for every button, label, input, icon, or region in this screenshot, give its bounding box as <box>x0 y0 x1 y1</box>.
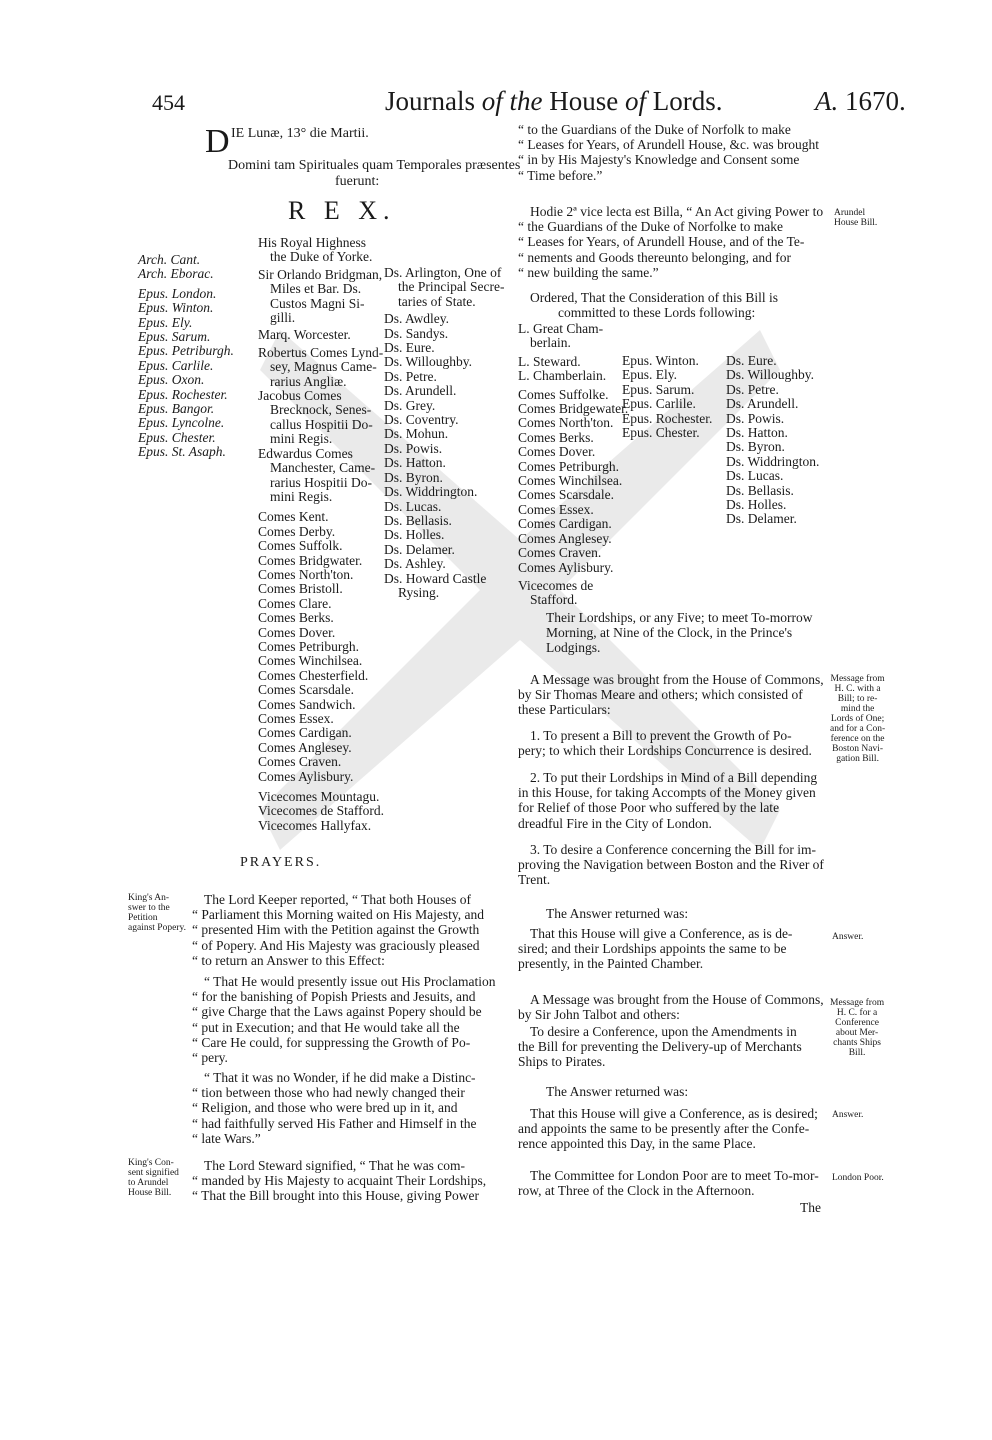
officer-line: mini Regis. <box>270 431 333 447</box>
text-line: “ nements and Goods thereunto belonging, and for <box>518 249 791 265</box>
text-line: proving the Navigation between Boston and the River of <box>518 857 824 873</box>
earl-item: Comes Anglesey. <box>258 739 352 755</box>
earl-item: Comes Kent. <box>258 509 329 525</box>
bishop-item: Epus. Sarum. <box>138 329 211 345</box>
text-line: That this House will give a Conference, as is desired; <box>530 1106 818 1121</box>
margin-line: swer to the <box>128 903 170 913</box>
committee-item: Ds. Powis. <box>726 410 785 426</box>
committee-item: Ds. Arundell. <box>726 396 799 412</box>
committee-item: Comes Petriburgh. <box>518 458 619 474</box>
committee-item: Ds. Lucas. <box>726 468 784 484</box>
officer-line: gilli. <box>270 310 296 326</box>
text-line: Ships to Pirates. <box>518 1054 606 1070</box>
text-line: 2. To put their Lordships in Mind of a Bill depending <box>530 770 818 785</box>
barons-list <box>384 266 504 600</box>
earl-item: Comes Aylisbury. <box>258 768 354 784</box>
baron-item: Ds. Eure. <box>384 340 435 356</box>
text-line: in this House, for taking Accompts of the Money given <box>518 785 816 801</box>
text-line: by Sir Thomas Meare and others; which consisted of <box>518 687 803 703</box>
margin-line: Boston Navi- <box>832 744 884 754</box>
bishop-item: Epus. Chester. <box>138 429 216 445</box>
baron-item: Ds. Hatton. <box>384 455 446 471</box>
margin-line: Lords of One; <box>830 714 885 724</box>
baron-item: Ds. Arlington, One of <box>384 265 502 280</box>
bishop-item: Epus. Oxon. <box>138 372 205 388</box>
paragraph-distinction <box>192 1070 504 1146</box>
margin-line: House Bill. <box>834 218 878 228</box>
baron-item: Rysing. <box>398 584 440 600</box>
committee-item: Epus. Sarum. <box>622 381 695 397</box>
committee-item: Epus. Rochester. <box>622 410 713 426</box>
answer-heading-1: The Answer returned was: <box>546 906 689 921</box>
committee-item: Ds. Eure. <box>726 353 777 368</box>
paragraph-message-1-item-3 <box>518 842 830 888</box>
baron-item: Ds. Grey. <box>384 397 436 413</box>
text-line: That this House will give a Conference, as is de- <box>530 926 793 941</box>
session-dateline: IE Lunæ, 13° die Martii. <box>231 126 369 141</box>
baron-item: Ds. Ashley. <box>384 556 446 572</box>
text-line: Ordered, That the Consideration of this Bill is <box>530 290 778 305</box>
officer-line: rarius Hospitii Do- <box>270 474 372 490</box>
text-line: “ late Wars.” <box>192 1130 261 1146</box>
margin-line: against Popery. <box>128 923 186 933</box>
bishop-item: Epus. St. Asaph. <box>138 444 226 460</box>
paragraph-lord-steward <box>192 1158 504 1204</box>
committee-item: Comes Winchilsea. <box>518 473 623 489</box>
officer-line: Custos Magni Si- <box>270 295 365 311</box>
margin-line: H. C. with a <box>834 684 881 694</box>
margin-line: mind the <box>840 704 875 714</box>
officer-line: His Royal Highness <box>258 235 366 250</box>
margin-line: about Mer- <box>835 1028 879 1038</box>
committee-item: Comes Scarsdale. <box>518 487 614 503</box>
margin-note-kings-answer <box>128 893 186 933</box>
margin-note-message-1 <box>830 674 885 764</box>
earl-item: Comes Dover. <box>258 624 336 640</box>
text-line: The Lord Steward signified, “ That he was com- <box>204 1158 466 1173</box>
bishop-item: Epus. London. <box>138 285 217 301</box>
bishop-item: Arch. Cant. <box>138 252 201 267</box>
text-line: and appoints the same to be presently after the Confe- <box>518 1121 810 1137</box>
text-line: “ had faithfully served His Father and Himself in the <box>192 1115 477 1131</box>
viscount-item: Vicecomes Mountagu. <box>258 789 380 805</box>
earl-item: Comes Craven. <box>258 754 342 770</box>
margin-line: King's An- <box>128 893 170 903</box>
baron-item: Ds. Arundell. <box>384 383 457 399</box>
baron-item: Ds. Petre. <box>384 368 437 384</box>
text-line: “ Care He could, for suppressing the Growth of Po- <box>192 1034 471 1050</box>
margin-line: Bill; to re- <box>837 694 878 704</box>
officer-line: rarius Angliæ. <box>270 373 347 389</box>
bishop-item: Epus. Carlile. <box>138 357 214 373</box>
committee-item: Ds. Petre. <box>726 381 779 397</box>
text-line: “ Time before.” <box>518 167 603 183</box>
viscount-item: Vicecomes Hallyfax. <box>258 817 372 833</box>
margin-line: sent signified <box>128 1168 179 1178</box>
committee-item: Comes Berks. <box>518 429 594 445</box>
text-line: 1. To present a Bill to prevent the Growth of Po- <box>530 728 792 743</box>
text-line: “ tion between those who had newly changed their <box>192 1085 465 1101</box>
margin-line: to Arundel <box>128 1178 169 1188</box>
text-line: “ in by His Majesty's Knowledge and Consent some <box>518 152 800 168</box>
officer-line: Edwardus Comes <box>258 445 353 461</box>
bishop-item: Epus. Ely. <box>138 314 193 330</box>
earl-item: Comes Bristoll. <box>258 581 343 597</box>
committee-item: Vicecomes de <box>518 577 594 593</box>
earl-item: Comes Suffolk. <box>258 538 343 554</box>
committee-item: Comes North'ton. <box>518 415 614 431</box>
margin-line: Bill. <box>848 1048 866 1058</box>
margin-line: and for a Con- <box>830 724 886 734</box>
title-of-2: of <box>625 86 647 116</box>
bishop-item: Epus. Lyncolne. <box>138 415 225 431</box>
paragraph-quorum <box>546 610 830 656</box>
text-line: A Message was brought from the House of Commons, <box>530 992 824 1007</box>
paragraph-answer-2 <box>518 1106 830 1152</box>
committee-item: Comes Anglesey. <box>518 530 612 546</box>
page-number: 454 <box>152 90 185 115</box>
text-line: “ Religion, and those who were bred up in it, and <box>192 1100 458 1116</box>
text-line: The Lord Keeper reported, “ That both Houses of <box>204 892 472 907</box>
text-line: “ new building the same.” <box>518 264 659 280</box>
committee-item: berlain. <box>530 335 571 351</box>
margin-line: Message from <box>830 674 885 684</box>
year-value: 1670. <box>845 86 906 116</box>
baron-item: Ds. Lucas. <box>384 498 442 514</box>
running-title <box>385 86 723 117</box>
earl-item: Comes Sandwich. <box>258 696 356 712</box>
paragraph-message-1 <box>518 672 830 718</box>
earl-item: Comes Essex. <box>258 711 334 726</box>
prayers-heading: PRAYERS. <box>240 855 322 870</box>
committee-item: Comes Cardigan. <box>518 516 612 532</box>
earl-item: Comes North'ton. <box>258 566 354 582</box>
committee-item: Comes Essex. <box>518 501 594 517</box>
committee-list-barons <box>726 354 819 527</box>
baron-item: Ds. Willoughby. <box>384 354 472 370</box>
earl-item: Comes Winchilsea. <box>258 653 363 669</box>
committee-item: Ds. Hatton. <box>726 425 788 441</box>
catchword: The <box>800 1200 821 1215</box>
text-line: To desire a Conference, upon the Amendments in <box>530 1024 797 1039</box>
paragraph-message-2-request <box>518 1024 830 1070</box>
margin-note-message-2 <box>830 998 884 1058</box>
text-line: “ to return an Answer to this Effect: <box>192 952 385 968</box>
text-line: presently, in the Painted Chamber. <box>518 956 704 972</box>
bishop-item: Epus. Petriburgh. <box>138 343 234 359</box>
committee-item: Ds. Holles. <box>726 497 787 513</box>
title-lords: Lords. <box>652 86 723 116</box>
officer-line: callus Hospitii Do- <box>270 416 373 432</box>
committee-item: L. Great Cham- <box>518 321 604 336</box>
title-of-1: of <box>481 86 503 116</box>
officer-line: the Duke of Yorke. <box>270 249 373 265</box>
present-line-1: Domini tam Spirituales quam Temporales præsentes <box>228 158 521 173</box>
answer-heading-2: The Answer returned was: <box>546 1084 689 1099</box>
text-line: “ That it was no Wonder, if he did make a Distinc- <box>204 1070 476 1085</box>
committee-item: L. Steward. <box>518 353 581 369</box>
margin-line: King's Con- <box>128 1158 174 1168</box>
text-line: dreadful Fire in the City of London. <box>518 815 712 831</box>
margin-line: Message from <box>830 998 885 1008</box>
text-line: “ presented Him with the Petition against the Growth <box>192 922 480 938</box>
committee-item: Comes Dover. <box>518 444 596 460</box>
present-line-2: fuerunt: <box>335 174 380 189</box>
text-line: committed to these Lords following: <box>558 305 756 321</box>
bishop-item: Arch. Eborac. <box>138 266 214 282</box>
year-a: A. <box>815 86 839 116</box>
baron-item: Ds. Byron. <box>384 469 443 485</box>
committee-list-temporal <box>518 322 628 608</box>
rex-heading: R E X. <box>288 196 396 225</box>
earl-item: Comes Clare. <box>258 595 332 611</box>
committee-item: Epus. Ely. <box>622 367 677 383</box>
text-line: The Committee for London Poor are to meet To-mor- <box>530 1168 819 1183</box>
text-line: Their Lordships, or any Five; to meet To-morrow <box>546 610 813 625</box>
committee-item: Epus. Chester. <box>622 425 700 441</box>
paragraph-message-1-item-1 <box>518 728 830 758</box>
paragraph-proclamation <box>192 974 504 1065</box>
text-line: for Relief of those Poor who suffered by the late <box>518 800 780 816</box>
earl-item: Comes Berks. <box>258 610 334 626</box>
margin-line: Petition <box>128 913 158 923</box>
baron-item: Ds. Powis. <box>384 440 443 456</box>
text-line: Lodgings. <box>546 640 601 656</box>
year-label <box>815 86 906 117</box>
margin-note-answer-2: Answer. <box>832 1110 864 1120</box>
committee-item: Ds. Widdrington. <box>726 453 820 469</box>
title-journals: Journals <box>385 86 475 116</box>
bishops-list <box>138 253 234 460</box>
text-line: “ put in Execution; and that He would take all the <box>192 1019 460 1035</box>
title-the: the <box>509 86 543 116</box>
baron-item: Ds. Sandys. <box>384 325 449 341</box>
committee-item: L. Chamberlain. <box>518 368 607 384</box>
committee-item: Epus. Winton. <box>622 353 699 368</box>
baron-item: Ds. Awdley. <box>384 311 450 327</box>
committee-item: Comes Suffolke. <box>518 386 609 402</box>
margin-line: Arundel <box>834 208 866 218</box>
text-line: row, at Three of the Clock in the Afternoon. <box>518 1183 755 1199</box>
text-line: A Message was brought from the House of Commons, <box>530 672 824 687</box>
earl-item: Comes Bridgwater. <box>258 552 363 568</box>
text-line: “ Parliament this Morning waited on His Majesty, and <box>192 907 484 923</box>
committee-item: Stafford. <box>530 592 578 608</box>
margin-note-london-poor: London Poor. <box>832 1173 884 1183</box>
paragraph-message-1-item-2 <box>518 770 830 831</box>
text-line: Trent. <box>518 872 551 888</box>
committee-item: Ds. Delamer. <box>726 511 797 527</box>
baron-item: Ds. Widdrington. <box>384 484 478 500</box>
text-line: “ for the banishing of Popish Priests and Jesuits, and <box>192 989 476 1005</box>
margin-line: chants Ships <box>833 1038 881 1048</box>
viscount-item: Vicecomes de Stafford. <box>258 803 385 819</box>
committee-item: Comes Bridgewater. <box>518 401 629 417</box>
officer-line: Sir Orlando Bridgman, <box>258 266 383 282</box>
committee-item: Ds. Willoughby. <box>726 367 814 383</box>
baron-item: Ds. Delamer. <box>384 541 455 557</box>
margin-note-kings-consent <box>128 1158 179 1198</box>
officers-list <box>258 236 384 833</box>
title-house: House <box>549 86 619 116</box>
paragraph-lord-keeper <box>192 892 504 968</box>
committee-list-bishops <box>622 354 712 440</box>
text-line: “ Leases for Years, of Arundell House, and of the Te- <box>518 234 805 250</box>
baron-item: Ds. Coventry. <box>384 412 459 428</box>
session-dropcap: D <box>205 123 230 160</box>
text-line: these Particulars: <box>518 702 611 718</box>
officer-line: Robertus Comes Lynd- <box>258 344 384 360</box>
text-line: pery; to which their Lordships Concurrence is desired. <box>518 743 812 759</box>
margin-line: H. C. for a <box>836 1008 878 1018</box>
text-line: “ give Charge that the Laws against Popery should be <box>192 1004 482 1020</box>
earl-item: Comes Cardigan. <box>258 725 352 741</box>
officer-line: mini Regis. <box>270 488 333 504</box>
bishop-item: Epus. Bangor. <box>138 401 215 417</box>
officer-line: Miles et Bar. Ds. <box>270 281 362 297</box>
text-line: by Sir John Talbot and others: <box>518 1007 680 1023</box>
paragraph-continued <box>518 122 830 183</box>
paragraph-message-2 <box>518 992 830 1022</box>
bishop-item: Epus. Winton. <box>138 300 214 316</box>
earl-item: Comes Scarsdale. <box>258 682 354 698</box>
text-line: “ pery. <box>192 1050 228 1066</box>
committee-item: Ds. Bellasis. <box>726 482 794 498</box>
baron-item: the Principal Secre- <box>398 279 505 295</box>
margin-line: Conference <box>835 1018 879 1028</box>
officer-line: Manchester, Came- <box>270 460 376 476</box>
committee-item: Epus. Carlile. <box>622 396 696 412</box>
margin-note-answer-1: Answer. <box>832 932 864 942</box>
paragraph-bill-reading <box>518 204 830 280</box>
margin-note-arundel-bill <box>834 208 877 228</box>
earl-item: Comes Chesterfield. <box>258 667 369 683</box>
paragraph-ordered <box>518 290 830 320</box>
margin-line: House Bill. <box>128 1188 172 1198</box>
margin-line: ference on the <box>830 734 885 744</box>
text-line: Morning, at Nine of the Clock, in the Prince's <box>546 625 793 641</box>
officer-line: Marq. Worcester. <box>258 327 351 343</box>
text-line: “ Leases for Years, of Arundell House, &c. was brought <box>518 137 820 153</box>
baron-item: Ds. Bellasis. <box>384 512 452 528</box>
paragraph-answer-1 <box>518 926 830 972</box>
earl-item: Comes Petriburgh. <box>258 638 359 654</box>
text-line: “ That the Bill brought into this House, giving Power <box>192 1188 479 1204</box>
text-line: “ the Guardians of the Duke of Norfolke to make <box>518 219 784 235</box>
text-line: “ manded by His Majesty to acquaint Their Lordships, <box>192 1173 487 1189</box>
baron-item: Ds. Howard Castle <box>384 570 487 586</box>
text-line: “ That He would presently issue out His Proclamation <box>204 974 496 989</box>
paragraph-london-poor <box>518 1168 830 1198</box>
committee-item: Comes Aylisbury. <box>518 559 614 575</box>
officer-line: Jacobus Comes <box>258 388 342 404</box>
text-line: Hodie 2ª vice lecta est Billa, “ An Act giving Power to <box>530 204 824 219</box>
text-line: sired; and their Lordships appoints the same to be <box>518 941 787 957</box>
text-line: “ of Popery. And His Majesty was graciously pleased <box>192 937 480 953</box>
margin-line: gation Bill. <box>836 754 879 764</box>
bishop-item: Epus. Rochester. <box>138 386 228 402</box>
text-line: 3. To desire a Conference concerning the Bill for im- <box>530 842 816 857</box>
committee-item: Ds. Byron. <box>726 439 785 455</box>
text-line: the Bill for preventing the Delivery-up of Merchants <box>518 1039 802 1055</box>
officer-line: Brecknock, Senes- <box>270 402 372 418</box>
text-line: rence appointed this Day, in the same Place. <box>518 1136 756 1152</box>
baron-item: Ds. Holles. <box>384 527 445 543</box>
earl-item: Comes Derby. <box>258 523 336 539</box>
officer-line: sey, Magnus Came- <box>270 359 377 375</box>
baron-item: Ds. Mohun. <box>384 426 449 442</box>
text-line: “ to the Guardians of the Duke of Norfolk to make <box>518 122 791 137</box>
committee-item: Comes Craven. <box>518 545 602 561</box>
baron-item: taries of State. <box>398 293 476 309</box>
